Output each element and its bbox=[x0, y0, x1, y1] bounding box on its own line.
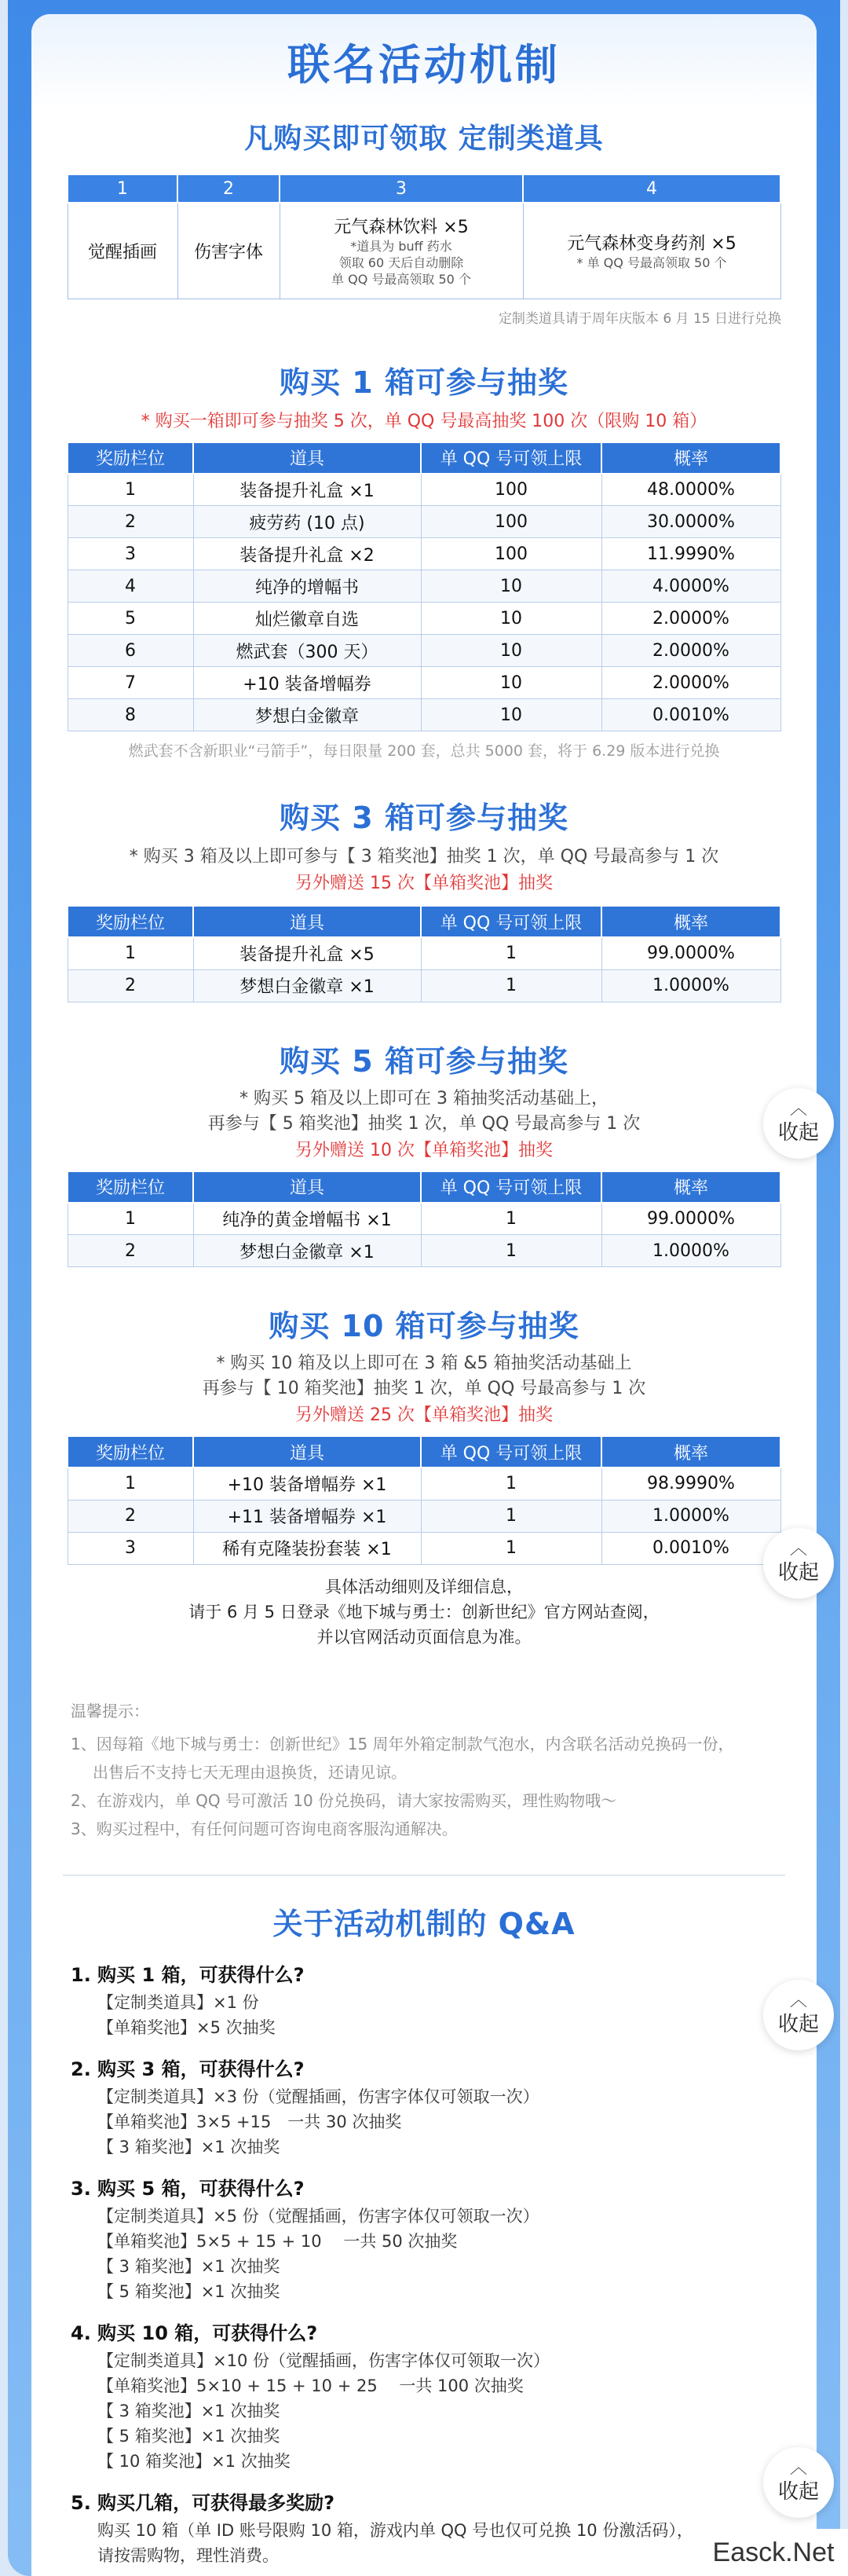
col-header: 奖励栏位 bbox=[68, 906, 193, 937]
qa-item bbox=[71, 2174, 769, 2304]
cell: 98.9990% bbox=[601, 1468, 780, 1500]
page-title: 联名活动机制 bbox=[287, 39, 561, 90]
section-3-box bbox=[31, 793, 817, 1002]
qa-question: 2. 购买 3 箱，可获得什么? bbox=[71, 2058, 305, 2080]
col-header: 奖励栏位 bbox=[68, 442, 193, 474]
col-header: 道具 bbox=[193, 1171, 421, 1203]
collapse-label: 收起 bbox=[777, 1560, 819, 1585]
info-line: 并以官网活动页面信息为准。 bbox=[316, 1627, 532, 1647]
cell: 2.0000% bbox=[601, 603, 780, 635]
cell: 1 bbox=[421, 1468, 601, 1500]
table-row bbox=[68, 570, 780, 603]
cell: 11.9990% bbox=[601, 538, 780, 570]
chevron-up-icon: ︿ bbox=[789, 1990, 807, 2010]
section-title: 购买 3 箱可参与抽奖 bbox=[280, 801, 568, 835]
qa-answer-line: 【定制类道具】×5 份（觉醒插画，伤害字体仅可领取一次） bbox=[97, 2206, 539, 2226]
cell: 4 bbox=[68, 570, 193, 603]
qa-answer-line: 【单箱奖池】3×5 +15 一共 30 次抽奖 bbox=[97, 2112, 402, 2131]
cell: 30.0000% bbox=[601, 506, 780, 538]
col-header: 道具 bbox=[193, 442, 421, 474]
chevron-up-icon: ︿ bbox=[789, 1538, 807, 1559]
qa-answer-line: 请按需购物，理性消费。 bbox=[97, 2545, 279, 2565]
hero-header bbox=[31, 14, 817, 108]
cell: 6 bbox=[68, 635, 193, 667]
section-note: 再参与【 10 箱奖池】抽奖 1 次，单 QQ 号最高参与 1 次 bbox=[202, 1379, 646, 1398]
col-header: 概率 bbox=[601, 1436, 780, 1468]
cell: 48.0000% bbox=[601, 474, 780, 506]
section-title: 凡购买即可领取 定制类道具 bbox=[244, 123, 604, 155]
prize-table bbox=[67, 1171, 781, 1268]
section-5-box bbox=[31, 1037, 817, 1268]
col-header: 道具 bbox=[193, 1436, 421, 1468]
tips-block bbox=[71, 1697, 777, 1843]
cell: 1 bbox=[421, 1235, 601, 1267]
cell: 10 bbox=[421, 603, 601, 635]
item-name: 元气森林饮料 ×5 bbox=[334, 218, 469, 238]
watermark: Easck.Net bbox=[699, 2529, 848, 2576]
cell: 1 bbox=[421, 969, 601, 1002]
cell: 2.0000% bbox=[601, 667, 780, 699]
section-title: 购买 5 箱可参与抽奖 bbox=[280, 1043, 568, 1079]
col-header: 奖励栏位 bbox=[68, 1436, 193, 1468]
item-note: * 单 QQ 号最高领取 50 个 bbox=[576, 255, 727, 271]
qa-answer-line: 【 3 箱奖池】×1 次抽奖 bbox=[97, 2137, 280, 2156]
cell: 1.0000% bbox=[601, 1500, 780, 1532]
section-note: * 购买 5 箱及以上即可在 3 箱抽奖活动基础上， bbox=[239, 1088, 609, 1108]
collapse-label: 收起 bbox=[777, 1120, 819, 1145]
col-header: 概率 bbox=[601, 442, 780, 474]
cell: 1.0000% bbox=[601, 969, 780, 1002]
cell: 3 bbox=[68, 1532, 193, 1564]
divider bbox=[63, 1874, 785, 1876]
cell: 1 bbox=[421, 1500, 601, 1532]
bonus-note: 另外赠送 25 次【单箱奖池】抽奖 bbox=[295, 1405, 553, 1425]
cell: 梦想白金徽章 bbox=[193, 699, 421, 731]
cell: 100 bbox=[421, 538, 601, 570]
qa-question: 5. 购买几箱，可获得最多奖励? bbox=[71, 2491, 335, 2514]
col-header: 3 bbox=[280, 174, 523, 203]
cell: 2.0000% bbox=[601, 635, 780, 667]
item-note: 领取 60 天后自动删除 bbox=[338, 255, 464, 271]
info-line: 具体活动细则及详细信息， bbox=[325, 1577, 523, 1596]
col-header: 概率 bbox=[601, 906, 780, 937]
cell: +11 装备增幅券 ×1 bbox=[193, 1500, 421, 1532]
info-line: 请于 6 月 5 日登录《地下城与勇士：创新世纪》官方网站查阅， bbox=[188, 1602, 660, 1621]
section-note: 再参与【 5 箱奖池】抽奖 1 次，单 QQ 号最高参与 1 次 bbox=[207, 1113, 641, 1134]
table-row bbox=[68, 1203, 780, 1235]
table-row bbox=[68, 1468, 780, 1500]
cell: 1 bbox=[68, 937, 193, 969]
col-header: 单 QQ 号可领上限 bbox=[421, 442, 601, 474]
col-header: 概率 bbox=[601, 1171, 780, 1203]
col-header: 单 QQ 号可领上限 bbox=[421, 1436, 601, 1468]
cell: 10 bbox=[421, 667, 601, 699]
cell: 梦想白金徽章 ×1 bbox=[193, 969, 421, 1002]
cell: 2 bbox=[68, 969, 193, 1002]
tip-line: 1、因每箱《地下城与勇士：创新世纪》15 周年外箱定制款气泡水，内含联名活动兑换码一份， bbox=[71, 1734, 734, 1753]
item-cell: 伤害字体 bbox=[177, 203, 280, 299]
cell: 100 bbox=[421, 506, 601, 538]
table-row bbox=[68, 1235, 780, 1267]
qa-question: 1. 购买 1 箱，可获得什么? bbox=[71, 1963, 305, 1986]
table-row bbox=[68, 474, 780, 506]
table-row bbox=[68, 667, 780, 699]
table-row bbox=[68, 603, 780, 635]
cell: 装备提升礼盒 ×1 bbox=[193, 474, 421, 506]
qa-answer-line: 【单箱奖池】5×10 + 15 + 10 + 25 一共 100 次抽奖 bbox=[97, 2376, 524, 2395]
cell: 8 bbox=[68, 699, 193, 731]
chevron-up-icon: ︿ bbox=[789, 2457, 807, 2478]
cell: 1 bbox=[421, 1203, 601, 1235]
cell: 0.0010% bbox=[601, 699, 780, 731]
qa-title: 关于活动机制的 Q&A bbox=[272, 1906, 576, 1941]
cell: 10 bbox=[421, 699, 601, 731]
qa-answer-line: 【 3 箱奖池】×1 次抽奖 bbox=[97, 2401, 280, 2420]
qa-answer-line: 【定制类道具】×1 份 bbox=[97, 1992, 259, 2012]
cell: 梦想白金徽章 ×1 bbox=[193, 1235, 421, 1267]
qa-question: 4. 购买 10 箱，可获得什么? bbox=[71, 2321, 318, 2344]
qa-answer-line: 【 5 箱奖池】×1 次抽奖 bbox=[97, 2281, 280, 2301]
section-note: * 购买 3 箱及以上即可参与【 3 箱奖池】抽奖 1 次，单 QQ 号最高参与 1 次 bbox=[129, 847, 719, 867]
cell: 稀有克隆装扮套装 ×1 bbox=[193, 1532, 421, 1564]
qa-answer-line: 【 3 箱奖池】×1 次抽奖 bbox=[97, 2256, 280, 2276]
section-1-box bbox=[31, 358, 817, 761]
qa-item bbox=[71, 2054, 769, 2160]
cell: 99.0000% bbox=[601, 937, 780, 969]
cell: 99.0000% bbox=[601, 1203, 780, 1235]
item-cell: 觉醒插画 bbox=[68, 203, 177, 299]
section-title: 购买 10 箱可参与抽奖 bbox=[269, 1309, 579, 1343]
collapse-label: 收起 bbox=[777, 2012, 819, 2036]
cell: 3 bbox=[68, 538, 193, 570]
section-footnote: 定制类道具请于周年庆版本 6 月 15 日进行兑换 bbox=[498, 310, 781, 327]
tip-line: 3、购买过程中，有任何问题可咨询电商客服沟通解决。 bbox=[71, 1819, 458, 1838]
cell: 4.0000% bbox=[601, 570, 780, 603]
qa-answer-line: 【 5 箱奖池】×1 次抽奖 bbox=[97, 2426, 280, 2446]
cell: 疲劳药 (10 点) bbox=[193, 506, 421, 538]
col-header: 单 QQ 号可领上限 bbox=[421, 1171, 601, 1203]
cell: 装备提升礼盒 ×2 bbox=[193, 538, 421, 570]
tip-line: 2、在游戏内，单 QQ 号可激活 10 份兑换码，请大家按需购买，理性购物哦～ bbox=[71, 1790, 617, 1810]
cell: 7 bbox=[68, 667, 193, 699]
table-row bbox=[68, 1532, 780, 1564]
cell: +10 装备增幅券 ×1 bbox=[193, 1468, 421, 1500]
cell: 1 bbox=[68, 1468, 193, 1500]
qa-answer-line: 购买 10 箱（单 ID 账号限购 10 箱，游戏内单 QQ 号也仅可兑换 10 份激活码）， bbox=[97, 2520, 693, 2540]
qa-item bbox=[71, 2318, 769, 2474]
chevron-up-icon: ︿ bbox=[789, 1098, 807, 1119]
cell: 1.0000% bbox=[601, 1235, 780, 1267]
bonus-note: 另外赠送 15 次【单箱奖池】抽奖 bbox=[295, 874, 553, 893]
section-10-box bbox=[31, 1302, 817, 1650]
qa-item bbox=[71, 2488, 769, 2568]
col-header: 4 bbox=[523, 174, 780, 203]
cell: 燃武套（300 天） bbox=[193, 635, 421, 667]
prize-table bbox=[67, 442, 781, 732]
table-row bbox=[68, 635, 780, 667]
table-row bbox=[68, 538, 780, 570]
collapse-button[interactable] bbox=[763, 2447, 834, 2518]
qa-question: 3. 购买 5 箱，可获得什么? bbox=[71, 2177, 305, 2200]
cell: 0.0010% bbox=[601, 1532, 780, 1564]
prize-table bbox=[67, 1435, 781, 1565]
col-header: 2 bbox=[177, 174, 280, 203]
qa-answer-line: 【单箱奖池】×5 次抽奖 bbox=[97, 2017, 276, 2037]
tip-line: 出售后不支持七天无理由退换货，还请见谅。 bbox=[93, 1762, 407, 1782]
cell: 2 bbox=[68, 1235, 193, 1267]
cell: 100 bbox=[421, 474, 601, 506]
section-footnote: 燃武套不含新职业“弓箭手”，每日限量 200 套，总共 5000 套，将于 6.29 版本进行兑换 bbox=[128, 742, 720, 760]
collapse-button[interactable] bbox=[763, 1088, 834, 1159]
table-row bbox=[68, 937, 780, 969]
qa-section bbox=[31, 1900, 817, 2568]
item-note: 单 QQ 号最高领取 50 个 bbox=[331, 272, 471, 288]
cell: +10 装备增幅券 bbox=[193, 667, 421, 699]
item-cell bbox=[280, 203, 523, 299]
table-row bbox=[68, 506, 780, 538]
item-name: 元气森林变身药剂 ×5 bbox=[567, 234, 737, 255]
cell: 2 bbox=[68, 1500, 193, 1532]
cell: 纯净的增幅书 bbox=[193, 570, 421, 603]
cell: 10 bbox=[421, 570, 601, 603]
col-header: 奖励栏位 bbox=[68, 1171, 193, 1203]
cell: 1 bbox=[68, 1203, 193, 1235]
col-header: 道具 bbox=[193, 906, 421, 937]
qa-answer-line: 【定制类道具】×10 份（觉醒插画，伤害字体仅可领取一次） bbox=[97, 2351, 550, 2370]
item-cell bbox=[523, 203, 780, 299]
content-card bbox=[31, 14, 817, 2576]
cell: 装备提升礼盒 ×5 bbox=[193, 937, 421, 969]
collapse-button[interactable] bbox=[763, 1980, 834, 2050]
collapse-label: 收起 bbox=[777, 2479, 819, 2504]
col-header: 单 QQ 号可领上限 bbox=[421, 906, 601, 937]
table-row bbox=[68, 969, 780, 1002]
cell: 5 bbox=[68, 603, 193, 635]
cell: 纯净的黄金增幅书 ×1 bbox=[193, 1203, 421, 1235]
cell: 1 bbox=[421, 937, 601, 969]
qa-answer-line: 【定制类道具】×3 份（觉醒插画，伤害字体仅可领取一次） bbox=[97, 2087, 539, 2106]
cell: 灿烂徽章自选 bbox=[193, 603, 421, 635]
prize-table bbox=[67, 905, 781, 1002]
tips-title: 温馨提示： bbox=[71, 1701, 149, 1720]
qa-answer-line: 【 10 箱奖池】×1 次抽奖 bbox=[97, 2451, 291, 2471]
collapse-button[interactable] bbox=[763, 1528, 834, 1599]
section-title: 购买 1 箱可参与抽奖 bbox=[280, 365, 568, 400]
item-note: *道具为 buff 药水 bbox=[350, 239, 452, 255]
table-row bbox=[68, 1500, 780, 1532]
qa-answer-line: 【单箱奖池】5×5 + 15 + 10 一共 50 次抽奖 bbox=[97, 2231, 458, 2251]
cell: 2 bbox=[68, 506, 193, 538]
section-custom-items bbox=[31, 116, 817, 327]
bonus-note: 另外赠送 10 次【单箱奖池】抽奖 bbox=[295, 1140, 553, 1160]
cell: 1 bbox=[68, 474, 193, 506]
custom-items-table bbox=[67, 174, 781, 299]
table-row bbox=[68, 699, 780, 731]
qa-item bbox=[71, 1960, 769, 2040]
cell: 1 bbox=[421, 1532, 601, 1564]
section-note: * 购买一箱即可参与抽奖 5 次，单 QQ 号最高抽奖 100 次（限购 10 箱） bbox=[141, 411, 707, 431]
section-note: * 购买 10 箱及以上即可在 3 箱 &5 箱抽奖活动基础上 bbox=[216, 1354, 632, 1373]
col-header: 1 bbox=[68, 174, 177, 203]
cell: 10 bbox=[421, 635, 601, 667]
